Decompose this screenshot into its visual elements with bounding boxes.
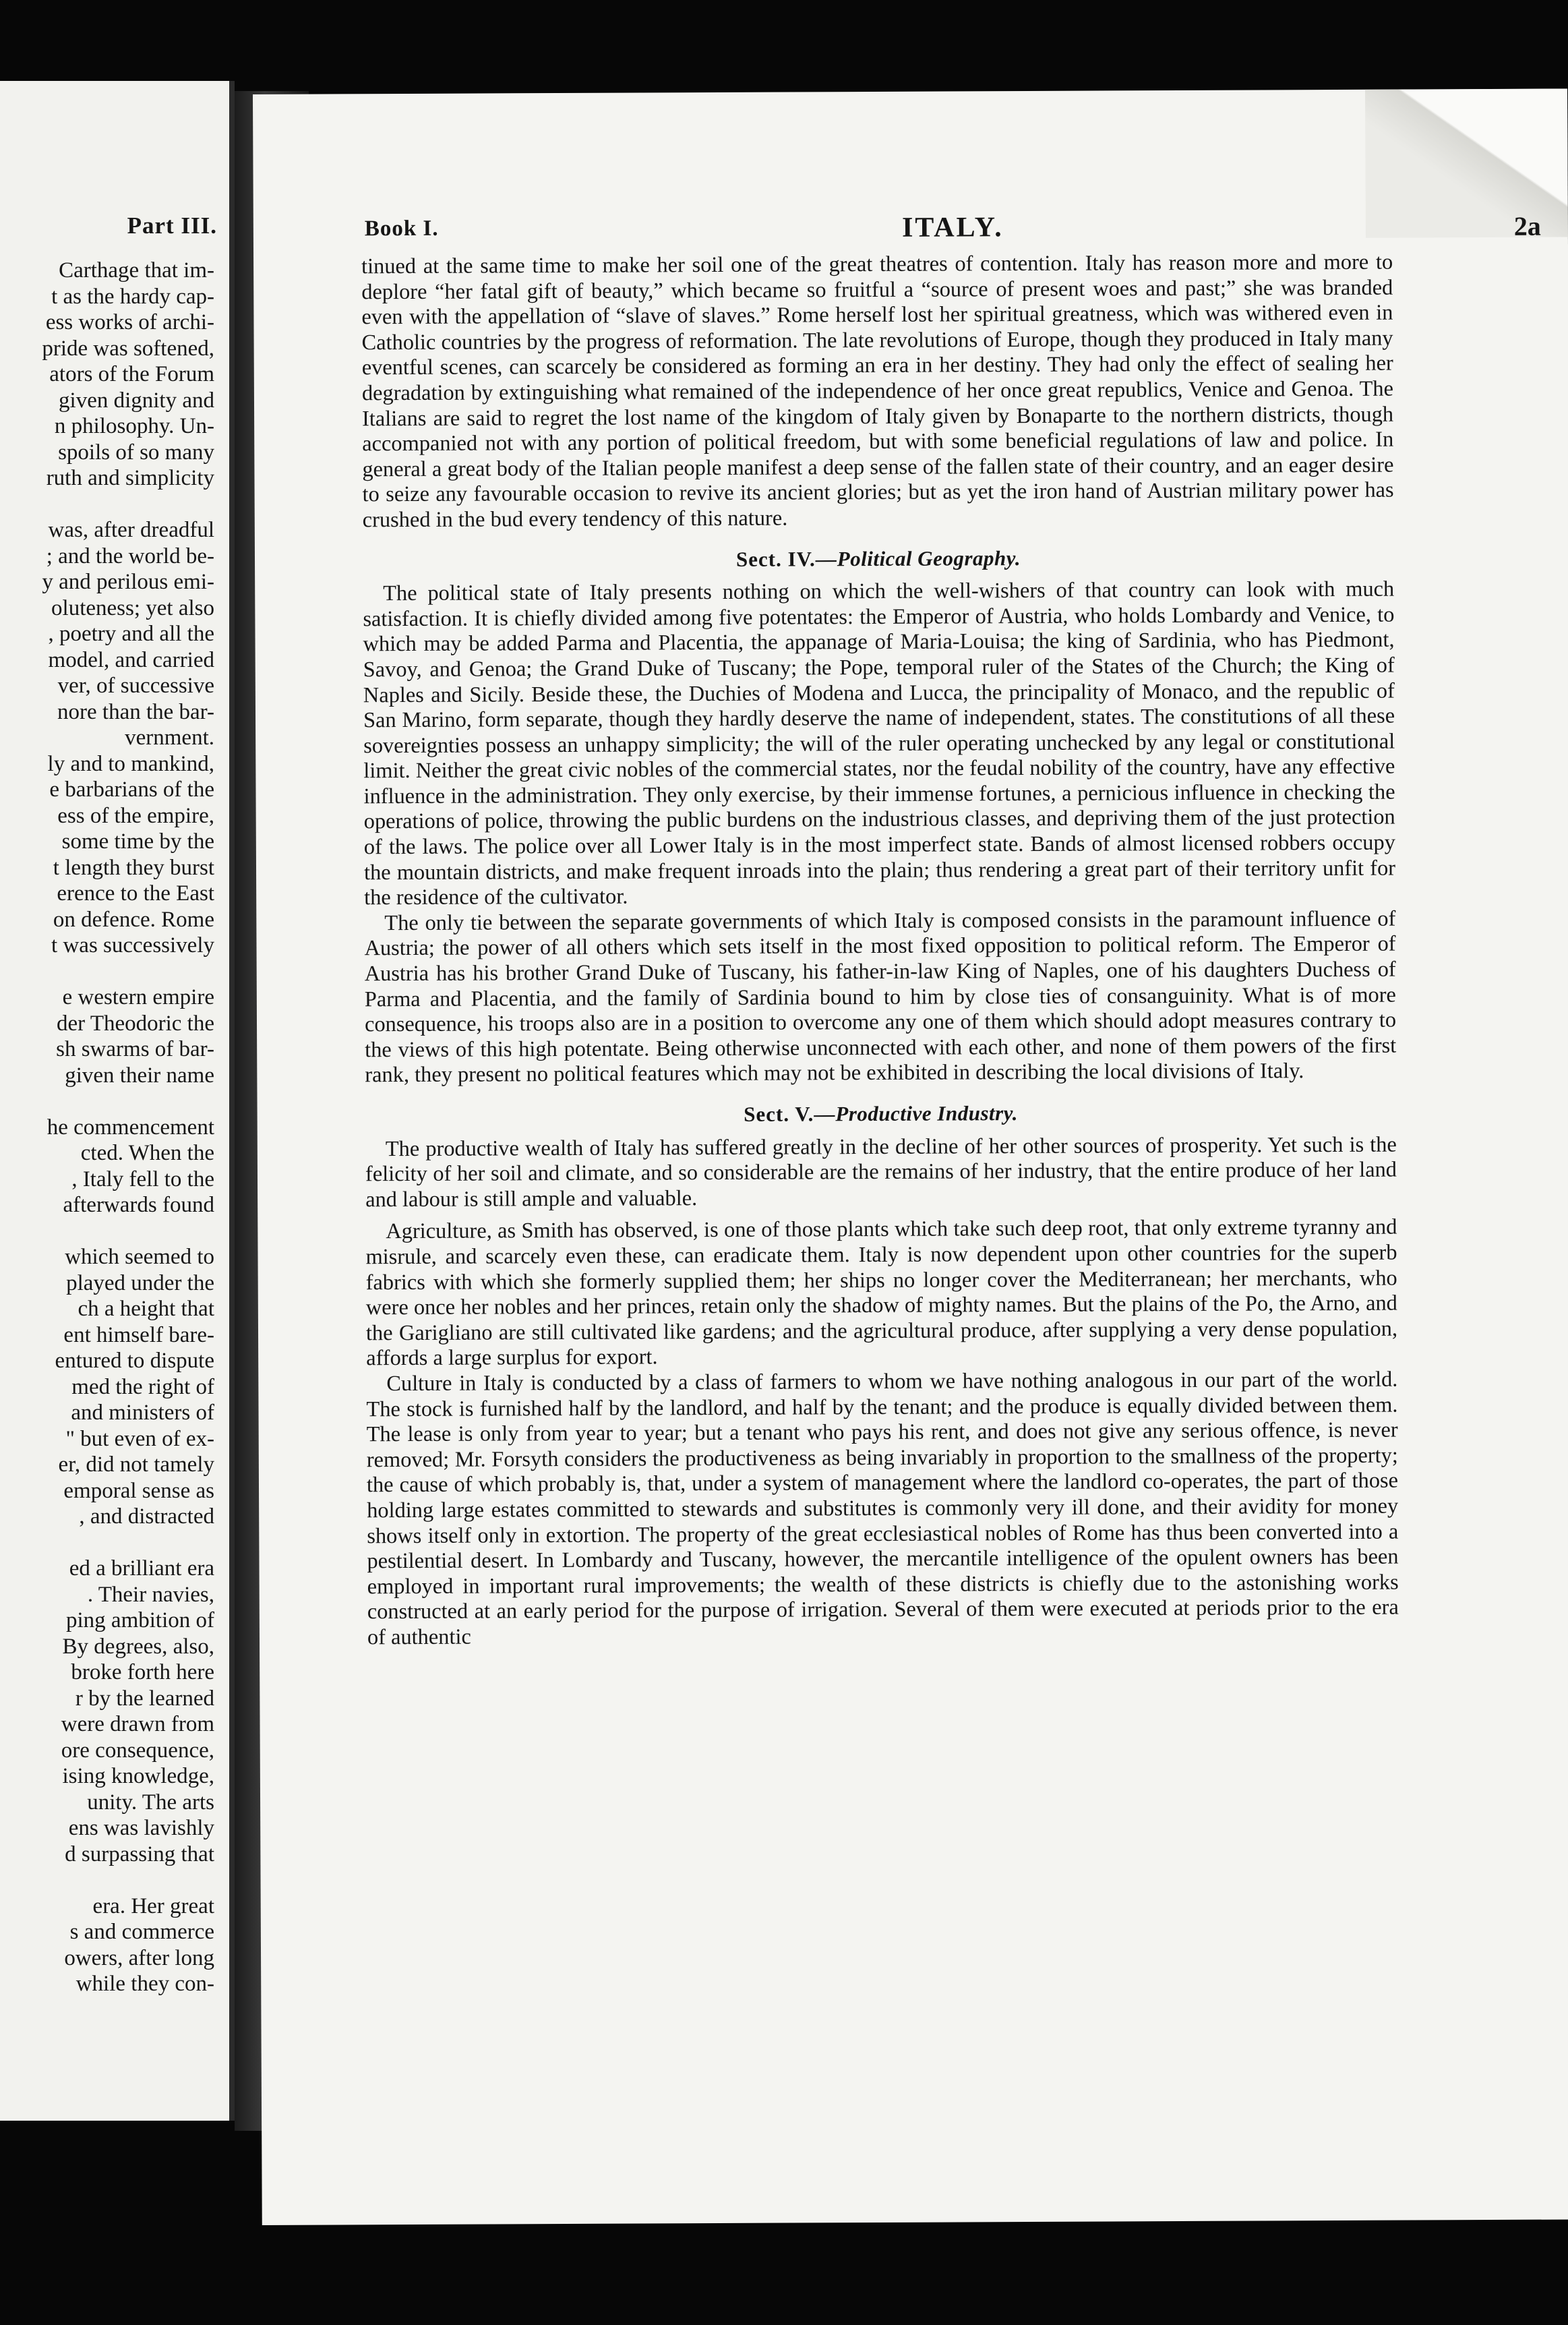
left-page-line: vernment.	[125, 726, 214, 750]
left-page-line	[0, 1867, 214, 1893]
left-page-line: unity. The arts	[87, 1790, 214, 1815]
left-page-line: e western empire	[62, 985, 214, 1009]
left-page-line: given dignity and	[59, 388, 214, 413]
left-page-line: erence to the East	[57, 881, 214, 906]
left-page-line: ping ambition of	[66, 1608, 214, 1632]
left-page-line: he commencement	[47, 1115, 214, 1140]
left-page-line: " but even of ex-	[65, 1426, 214, 1451]
left-page-line: while they con-	[76, 1972, 214, 1996]
section-number: Sect. IV.—	[735, 546, 837, 571]
left-page-line	[0, 492, 214, 518]
book-label: Book I.	[364, 216, 439, 241]
left-page-line: , Italy fell to the	[71, 1167, 214, 1191]
left-page-line: ore consequence,	[61, 1738, 214, 1763]
left-page-line: e barbarians of the	[49, 777, 214, 802]
left-page-line: der Theodoric the	[57, 1011, 214, 1036]
left-page-line: ruth and simplicity	[46, 466, 214, 490]
paragraph: Culture in Italy is conducted by a class of farmers to whom we have nothing analogous in our part of the world. The stock is furnished half by the landlord, and half by the tenant; and the produce is equally divided between them. The lease is only from year to year; but a tenant who pays his rent, and does not give any serious offence, is never removed; Mr. Forsyth considers the productiveness as being invariably in proportion to the smallness of the property; the cause of which probably is, that, under a system of management where the landlord co-operates, the part of those holding large estates committed to stewards and substitutes is commonly very ill done, and their avidity for money shows itself only in extortion. The property of the great ecclesiastical nobles of Rome has thus been converted into a pestilential desert. In Lombardy and Tuscany, however, the mercantile intelligence of the opulent owners has been employed in important rural improvements; the wealth of these districts is chiefly due to the astonishing works constructed at an early period for the purpose of irrigation. Several of them were executed at periods prior to the era of authentic	[366, 1367, 1399, 1650]
left-page-line: sh swarms of bar-	[56, 1037, 214, 1061]
left-page-line: some time by the	[61, 829, 214, 854]
left-page	[0, 81, 235, 2121]
left-page-line: on defence. Rome	[53, 907, 214, 932]
left-page-line: given their name	[65, 1063, 214, 1088]
left-page-line: By degrees, also,	[62, 1634, 214, 1659]
left-page-line: ch a height that	[78, 1297, 214, 1321]
paragraph: The political state of Italy presents nothing on which the well-wishers of that country can look with much satisfaction. It is chiefly divided among five potentates: the Emperor of Austria, who holds Lombardy and Venice, to which may be added Parma and Placentia, the appanage of Maria-Louisa; the king of Sardinia, who has Piedmont, Savoy, and Genoa; the Grand Duke of Tuscany; the Pope, temporal ruler of the States of the Church; the King of Naples and Sicily. Beside these, the Duchies of Modena and Lucca, the principality of Monaco, and the republic of San Marino, form separate, though they hardly deserve the name of independent, states. The constitutions of all these sovereignties possess an unhappy simplicity; the will of the ruler operating unchecked by any legal or constitutional limit. Neither the great civic nobles of the commercial states, nor the feudal nobility of the country, have any effective influence in the administration. They only exercise, by their immense fortunes, a pernicious influence in checking the operations of police, throwing the public burdens on the industrious classes, and depriving them of the just protection of the laws. The police over all Lower Italy is in the most imperfect state. Bands of almost licensed robbers occupy the mountain districts, and make frequent inroads into the plain; thus rendering a great part of their territory unfit for the residence of the cultivator.	[363, 577, 1396, 910]
page-body	[361, 250, 1399, 1651]
left-page-line: was, after dreadful	[48, 518, 214, 542]
left-page-line: pride was softened,	[42, 336, 214, 361]
left-page-line: broke forth here	[71, 1660, 214, 1684]
paragraph: The productive wealth of Italy has suffered greatly in the decline of her other sources of prosperity. Yet such is the felicity of her soil and climate, and so considerable are the remains of her industry, that the entire produce of her land and labour is still ample and valuable.	[365, 1132, 1397, 1212]
section-heading	[365, 1099, 1397, 1129]
left-page-line: ising knowledge,	[62, 1764, 214, 1788]
left-page-line: ent himself bare-	[63, 1322, 214, 1347]
left-page-line: s and commerce	[69, 1920, 214, 1944]
left-page-line: er, did not tamely	[58, 1452, 214, 1477]
left-page-line: t was successively	[51, 933, 214, 958]
left-page-line: ators of the Forum	[49, 362, 214, 386]
left-page-line: , poetry and all the	[48, 622, 214, 646]
left-page-line: owers, after long	[64, 1945, 214, 1970]
left-page-line: afterwards found	[63, 1193, 214, 1217]
section-heading	[363, 543, 1394, 573]
paragraph: Agriculture, as Smith has observed, is one of those plants which take such deep root, that only extreme tyranny and misrule, and scarcely even these, can eradicate them. Italy is now dependent upon other countries for the superb fabrics with which she formerly supplied them; her ships no longer cover the Mediterranean; her merchants, who were once her nobles and her princes, retain only the shadow of mighty names. But the plains of the Po, the Arno, and the Garigliano are still cultivated like gardens; and the agricultural produce, after supplying a very dense population, affords a large surplus for export.	[365, 1214, 1398, 1371]
left-page-line: t length they burst	[53, 855, 214, 880]
left-page-line: which seemed to	[65, 1245, 214, 1269]
left-page-text	[0, 258, 214, 1997]
left-page-line	[0, 959, 214, 985]
left-page-line: ess of the empire,	[57, 803, 214, 828]
left-page-header: Part III.	[127, 212, 217, 239]
left-page-line: ver, of successive	[57, 674, 214, 698]
left-page-line	[0, 1218, 214, 1245]
paragraph: tinued at the same time to make her soil one of the great theatres of contention. Italy has reason more and more to deplore “her fatal gift of beauty,” which became so fruitful a “source of present woes and past;” she was branded even with the appellation of “slave of slaves.” Rome herself lost her spiritual greatness, which was withered even in Catholic countries by the progress of reformation. The late revolutions of Europe, though they produced in Italy many eventful scenes, can scarcely be considered as forming an era in her destiny. They had only the effect of sealing her degradation by extinguishing what remained of the independence of her once great republics, Venice and Genoa. The Italians are said to regret the lost name of the kingdom of Italy given by Bonaparte to the northern districts, though accompanied not with any portion of political freedom, but with some beneficial regulations of law and police. In general a great body of the Italian people manifest a deep sense of the fallen state of their country, and an eager desire to seize any favourable occasion to revive its ancient glories; but as yet the iron hand of Austrian military power has crushed in the bud every tendency of this nature.	[361, 249, 1394, 533]
section-title: Political Geography.	[837, 546, 1021, 570]
left-page-line: spoils of so many	[58, 440, 214, 465]
left-page-line: entured to dispute	[55, 1349, 214, 1373]
left-page-line: Carthage that im-	[59, 258, 214, 283]
right-page	[253, 88, 1568, 2225]
left-page-line: oluteness; yet also	[51, 595, 214, 620]
left-page-line	[0, 1088, 214, 1115]
page-number: 2a	[1513, 210, 1541, 241]
page-header	[365, 212, 1541, 251]
left-page-line: ; and the world be-	[46, 543, 214, 568]
left-page-line: ed a brilliant era	[69, 1556, 214, 1581]
left-page-line: r by the learned	[75, 1686, 214, 1711]
left-page-line: ess works of archi-	[45, 310, 214, 334]
section-title: Productive Industry.	[835, 1101, 1019, 1126]
left-page-line: emporal sense as	[63, 1478, 214, 1503]
left-page-line: n philosophy. Un-	[54, 414, 214, 438]
left-page-line	[0, 1530, 214, 1556]
left-page-line: d surpassing that	[65, 1842, 214, 1866]
page-title: ITALY.	[901, 212, 1004, 243]
left-page-line: and ministers of	[71, 1401, 214, 1425]
section-number: Sect. V.—	[744, 1102, 836, 1126]
left-page-line: , and distracted	[79, 1504, 214, 1529]
left-page-line: med the right of	[71, 1374, 214, 1399]
left-page-line: model, and carried	[48, 647, 214, 672]
left-page-line: were drawn from	[61, 1712, 214, 1736]
left-page-line: . Their navies,	[87, 1582, 214, 1607]
left-page-line: y and perilous emi-	[42, 570, 214, 594]
left-page-line: era. Her great	[92, 1893, 214, 1918]
left-page-line: nore than the bar-	[57, 699, 214, 724]
left-page-line: cted. When the	[80, 1141, 214, 1165]
left-page-line: t as the hardy cap-	[51, 284, 214, 309]
left-page-line: played under the	[66, 1270, 214, 1295]
left-page-line: ens was lavishly	[68, 1816, 214, 1840]
paragraph: The only tie between the separate governments of which Italy is composed consists in the paramount influence of Austria; the power of all others which sets itself in the most fixed opposition to political reform. The Emperor of Austria has his brother Grand Duke of Tuscany, his father-in-law King of Naples, one of his daughters Duchess of Parma and Placentia, and the family of Sardinia bound to him by close ties of consanguinity. What is of more consequence, his troops also are in a position to overcome any one of them which should adopt measures contrary to the views of this high potentate. Being otherwise unconnected with each other, and none of them powers of the first rank, they present no political features which may not be exhibited in describing the local divisions of Italy.	[364, 906, 1397, 1088]
left-page-line: ly and to mankind,	[47, 751, 214, 776]
